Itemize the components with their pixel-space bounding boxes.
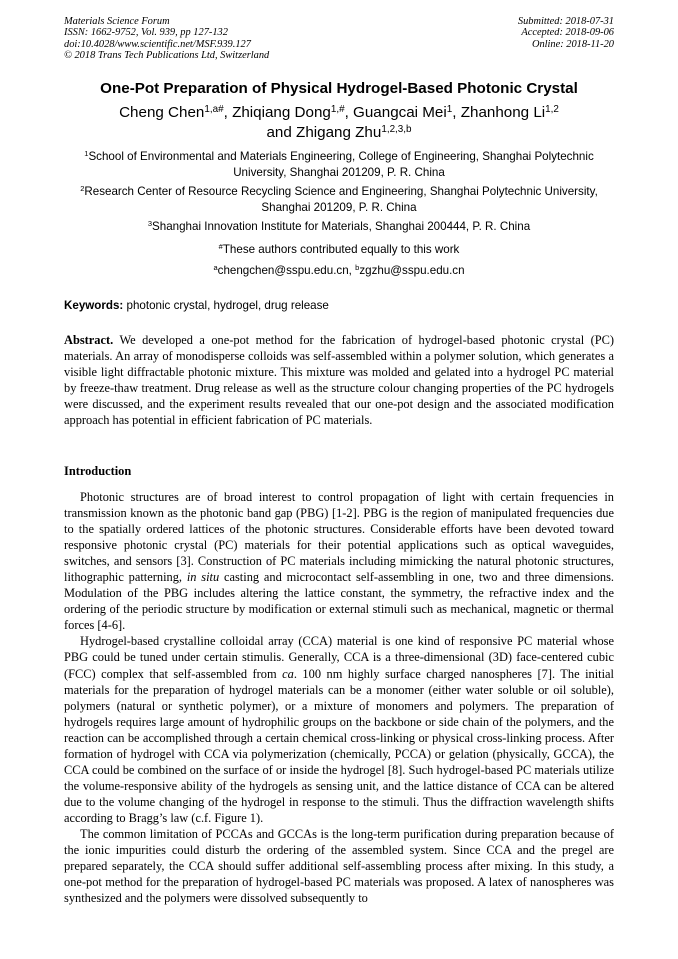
affiliation-3 [58,219,620,235]
affiliation-mark: 2 [80,183,85,193]
contact-emails [58,263,620,279]
publication-info [64,16,269,62]
author-name: Zhiqiang Dong [232,104,331,121]
paper-title: One-Pot Preparation of Physical Hydrogel-Based Photonic Crystal [100,80,578,97]
keywords-label: Keywords: [64,299,124,312]
author-name: Zhanhong Li [460,104,546,121]
affiliation-mark: 1 [84,148,89,158]
email-address: chengchen@sspu.edu.cn, [217,264,352,277]
author-affiliation-mark: 1,2 [545,103,559,115]
issn-line: ISSN: 1662-9752, Vol. 939, pp 127-132 [64,27,228,39]
section-heading: Introduction [64,464,132,478]
copyright-line: © 2018 Trans Tech Publications Ltd, Switzerland [64,50,270,62]
author-list: Cheng Chen$^{1,a\#}$, Zhiqiang Dong$^{1,\#}$, Guangcai Mei$^1$, Zhanhong Li$^{1,2}$ and Zhigang Zhu$^{1,2,3,b}$ [119,103,559,141]
abstract-label: Abstract. [64,333,114,347]
online-date: Online: 2018-11-20 [531,38,614,50]
author-name: Guangcai Mei [353,104,447,121]
keywords [64,298,614,313]
author-affiliation-mark: 1,# [330,103,345,115]
author-affiliation-mark: 1,a# [204,103,224,115]
abstract [64,332,614,428]
affiliation-mark: 3 [147,218,153,228]
affiliation-text: School of Environmental and Materials Engineering, College of Engineering, Shanghai Polytechnic University, Shanghai 201209, P. R. China [88,150,594,179]
author-name: Zhigang Zhu [296,124,382,141]
journal-name: Materials Science Forum [64,16,170,27]
author-name: Cheng Chen [119,104,205,121]
accepted-date: Accepted: 2018-09-06 [521,27,614,39]
paragraph-text: The common limitation of PCCAs and GCCAs is the long-term purification during preparation because of the ionic impurities could disturb the ordering of the assembled system. Since CCA and the pregel are prepared separately, the CCA should suffer additional self-assembling process after mixing. In this study, a one-pot method for the preparation of hydrogel-based PC materials was proposed. A latex of nanospheres was synthesized and the polymers were dissolved subsequently to [64,826,614,906]
email-mark: a [213,262,218,272]
italic-term: ca [282,666,294,681]
submitted-date: Submitted: 2018-07-31 [517,16,614,27]
introduction-body [64,489,614,906]
email-address: zgzhu@sspu.edu.cn [359,264,465,277]
equal-contribution-note [58,242,620,258]
author-affiliation-mark: 1,2,3,b [381,123,412,135]
author-affiliation-mark: 1 [446,103,453,115]
keywords-text: photonic crystal, hydrogel, drug release [126,299,329,312]
paragraph [64,633,614,826]
note-text: These authors contributed equally to this work [222,243,460,256]
publication-dates [518,16,614,50]
italic-term: in situ [186,570,220,585]
affiliation-2 [58,184,620,216]
affiliation-text: Shanghai Innovation Institute for Materials, Shanghai 200444, P. R. China [152,220,531,233]
note-mark: # [218,241,223,251]
paragraph-text: Hydrogel-based crystalline colloidal array (CCA) material is one kind of responsive PC material whose PBG could be tuned under certain stimulis. Generally, CCA is a three-dimensional (3D) face-centered cubic (FCC) complex that self-assembled from [64,634,614,681]
abstract-text: We developed a one-pot method for the fabrication of hydrogel-based photonic crystal (PC) materials. An array of monodisperse colloids was self-assembled within a polymer solution, which generates a visible light diffractable photonic mixture. This mixture was molded and gelated into a hydrogel PC material by freeze-thaw treatment. Drug release as well as the structure colour changing properties of the PC hydrogels were discussed, and the experiment results revealed that our one-pot design and the associated modification approach has potential in efficient fabrication of PC materials. [64,333,615,428]
paragraph [64,826,614,906]
affiliation-1 [58,149,620,181]
email-mark: b [355,262,360,272]
author-conjunction: and [266,124,292,141]
paragraph [64,489,614,633]
paragraph-text: casting and microcontact self-assembling in one, two and three dimensions. Modulation of the PBG includes altering the lattice constant, the symmetry, the refractive index and the ordering of the periodic structure by modification or external stimuli such as mechanical, magnetic or thermal forces [4-6]. [64,570,614,633]
paragraph-text: . 100 nm highly surface charged nanospheres [7]. The initial materials for the preparation of hydrogel materials can be a monomer (either water soluble or oil soluble), polymers (natural or synthetic polymer), or a mixture of monomers and polymers. The preparation of hydrogels requires large amount of hydrophilic groups on the backbone or side chain of the polymers, and the reaction can be accomplished through a certain chemical cross-linking or physical cross-linking process. After formation of hydrogel with CCA via polymerization (chemically, PCCA) or gelation (physically, GCCA), the CCA could be combined on the surface of or inside the hydrogel [8]. Such hydrogel-based PC materials utilize the volume-responsive ability of the hydrogels as sensing unit, and the lattice distance of CCA can be altered due to the volume changing of the hydrogel in response to the stimuli. Thus the diffraction wavelength shifts according to Bragg’s law (c.f. Figure 1). [64,666,614,825]
doi-line: doi:10.4028/www.scientific.net/MSF.939.127 [64,38,251,50]
affiliation-text: Research Center of Resource Recycling Science and Engineering, Shanghai Polytechnic University, Shanghai 201209, P. R. China [84,185,598,214]
paragraph-text: Photonic structures are of broad interest to control propagation of light with certain frequencies in transmission known as the photonic band gap (PBG) [1-2]. PBG is the region of manipulated frequencies due to the spatially ordered lattices of the photonic structures. Considerable efforts have been devoted toward responsive photonic crystal (PC) materials for their potential applications such as optical waveguides, switches, and sensors [3]. Construction of PC materials including mimicking the natural photonic structures, lithographic patterning, [64,490,614,585]
